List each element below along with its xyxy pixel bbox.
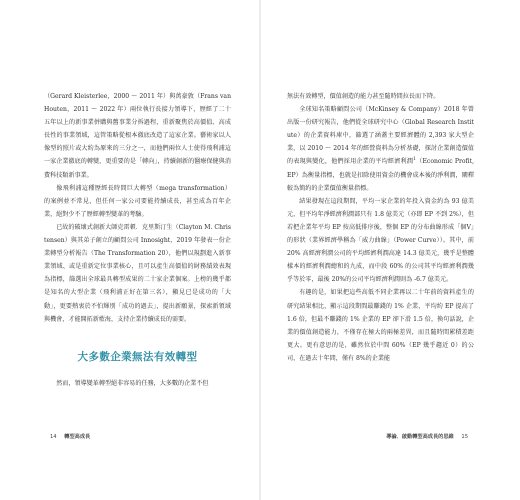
right-folio [386, 433, 474, 441]
body-paragraph: 有趣的是，如果把這些高低不同企業再以二十年前的資料產生的研究結果相比，顯示這段期間最賺錢的 1% 企業，平均約 EP 提高了 1.6 倍，但最不賺錢的 1% 企業的 EP 卻下滑 1.5 倍，換句話說，企業的價值創造能力，不僅存在極大的兩極差異，而且隨時間累積差距更大。更有意思的是，雖然位於中間 60%（EP 幾乎趨近 0）的公司，在過去十年間，僅有 8%的企業能 [287, 289, 474, 362]
body-paragraph: 然而，領導變革轉型絕非容易的任務，大多數的企業不但 [56, 379, 209, 387]
left-folio [44, 433, 90, 441]
right-page-text [287, 90, 474, 365]
paragraph-text: （Economic Profit, EP）為衡量指標，也就是扣除使用資金的機會成本後的淨利潤，闡釋較為簡約的企業價值衡量指標。 [287, 158, 475, 192]
running-head: 轉型高成長 [64, 434, 91, 440]
left-page-text [44, 90, 231, 390]
body-paragraph: 結果發現在這段期間，平均一家企業的年投入資金約為 93 億美元，但平均年淨經濟利潤部只有 1.8 億美元（亦即 EP 不到 2%），但若把企業年平均 EP 按高低排序後，整個 EP 的分布曲線形成「個V」的形狀（業界經濟學稱為「威力曲線」（Power Curve））。其中，前 20% 高經濟利潤公司的平均經濟利潤高達 14.3 億美元，幾乎是整體樣本的經濟利潤總和的九成，而中段 60% 的公司其平均經濟利潤幾乎等於零，最後 20%的公司平均經濟利潤則為 -6.7 億美元。 [287, 197, 474, 284]
body-paragraph: 像飛利浦這種歷經長時間巨大轉型（mega transformation）的案例並不常見，但任何一家公司要能持續成長，甚至成為百年企業，絕對少不了歷經轉型變革的考驗。 [44, 184, 231, 218]
running-head: 導論．啟動轉型高成長的思維 [386, 434, 454, 440]
section-heading: 大多數企業無法有效轉型 [77, 350, 198, 363]
page-number: 15 [461, 434, 468, 440]
paragraph-text: 全球知名策略顧問公司（McKinsey & Company）2018 年曾出版一份研究報告，他們從全球研究中心（Global Research Institute）的企業資料庫中，篩選了涵蓋主要經濟體的 2,393 家大型企業，以 2010 ～ 2014 年的經營資料為分析基礎，探討企業創造價值的表現與變化，他們採用企業的平均經濟利潤 [287, 106, 474, 166]
body-paragraph: 無法有效轉型，價值創造的能力甚至隨時間拉長而下降。 [287, 93, 440, 100]
page-number: 14 [50, 434, 57, 440]
body-paragraph [287, 103, 474, 195]
body-paragraph: （Gerard Kleisterlee，2000 ～ 2011 年）與萬豪敦（Frans van Houten，2011 ～ 2022 年）兩位執行長接力領導下，歷經了二十五年以上的新事業併購與舊事業分拆過程，重新聚焦於高價值、高成長性的事業領域，這管策略從根本徹底改造了這家企業。藝術家以人像型的照片或大約為原來的三分之一，而他們兩位人士使得飛利浦這一家企業徹底的轉變，更重要的是「轉向」，持續創新的醫療保健與消費科技類新事業。 [44, 93, 231, 179]
body-paragraph: 已故的破壞式創新大師克雷頓．克里斯汀生（Clayton M. Christensen）與其弟子創立的顧問公司 Innosight，2019 年發表一份企業轉型分析報告（The Transformation 20），他們以規劃進入新事業領域、或是重新定位事業核心，且可以產生高價值的財務績效表現為指標，篩選出全球最具轉型成果的二十家企業個案。上榜的幾乎都是知名的大型企業（飛利浦正好在第三名），顯見已是成功的「大動」，更要熱衷於不怕輝別「成功的過去」，提出新願景，探索新領域與機會，才能開拓新藍海，支持企業持續成長的需要。 [44, 223, 231, 323]
right-page [260, 0, 520, 500]
footnote-marker: 1 [413, 157, 416, 163]
